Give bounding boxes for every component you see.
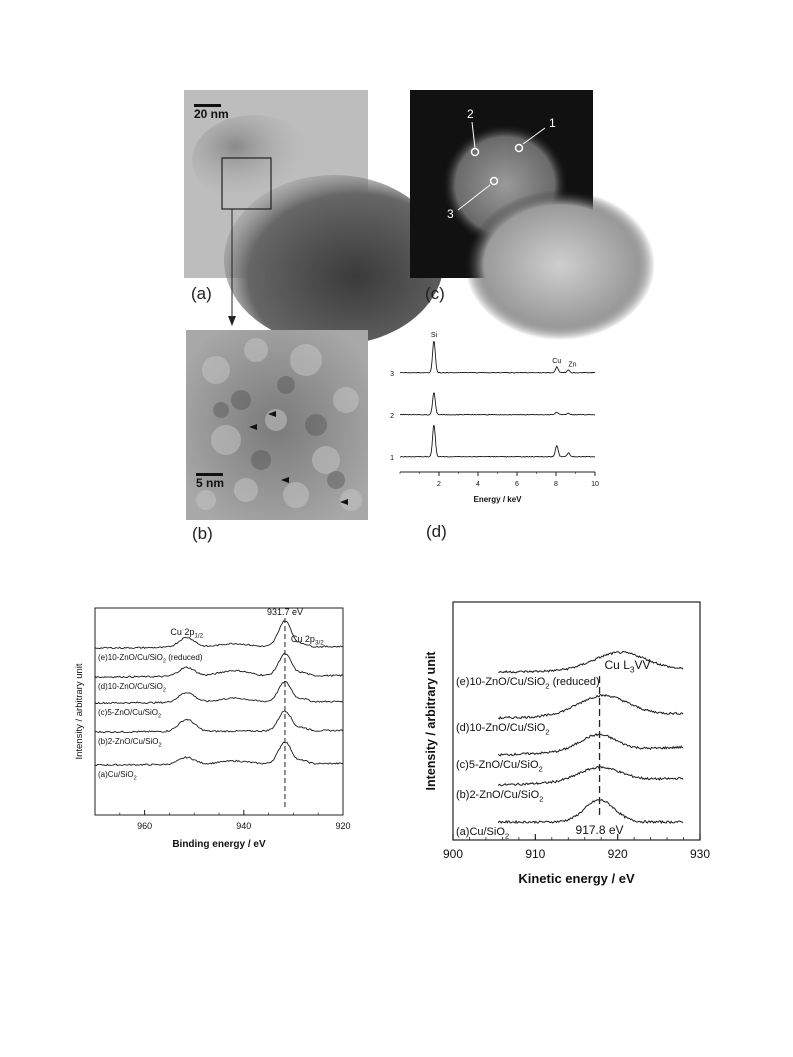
stem-point-3: 3: [447, 207, 454, 221]
edx-spectrum-3: [400, 342, 595, 373]
xps-series-label-e: (e)10-ZnO/Cu/SiO$_2$ (reduced): [98, 653, 203, 665]
auger-spectrum-e: [498, 652, 683, 673]
xps-x-tick-label: 940: [236, 821, 252, 831]
panel-label-b: (b): [192, 524, 213, 543]
edx-spectrum-2: [400, 393, 595, 415]
xps-series-label-a: (a)Cu/SiO$_2$: [98, 770, 137, 782]
auger-series-label-d: (d)10-ZnO/Cu/SiO$_2$: [456, 722, 550, 737]
xps-y-axis-label: Intensity / arbitrary unit: [74, 663, 85, 760]
panel-label-a: (a): [191, 284, 212, 303]
auger-y-axis-label: Intensity / arbitrary unit: [424, 651, 438, 791]
auger-plot-frame: [453, 602, 700, 840]
auger-peak-label: Cu $L_3VV$: [604, 658, 651, 675]
xps-peak-label-2p32: Cu $2p_{3/2}$: [290, 634, 324, 647]
auger-cu-lvv-chart: [410, 590, 740, 890]
auger-series-label-b: (b)2-ZnO/Cu/SiO$_2$: [456, 789, 544, 804]
auger-x-tick-label: 930: [689, 847, 711, 861]
xps-annotation-energy: 931.7 eV: [266, 607, 303, 617]
auger-spectrum-d: [498, 695, 683, 719]
edx-x-tick-label: 6: [515, 481, 519, 488]
scale-bar-label-a: 20 nm: [194, 107, 229, 121]
edx-x-axis-label: Energy / keV: [473, 495, 522, 504]
edx-x-tick-label: 2: [437, 481, 441, 488]
auger-x-tick-label: 920: [607, 847, 628, 861]
stem-point-2: 2: [467, 107, 474, 121]
auger-series-label-e: (e)10-ZnO/Cu/SiO$_2$ (reduced): [456, 676, 600, 691]
auger-annotation-energy: 917.8 eV: [575, 823, 624, 837]
tem-image-a: [184, 90, 368, 278]
edx-spectra-chart: [365, 325, 605, 515]
auger-series-label-a: (a)Cu/SiO$_2$: [456, 826, 510, 841]
edx-series-label-3: 3: [390, 371, 394, 378]
xps-series-label-b: (b)2-ZnO/Cu/SiO$_2$: [98, 737, 162, 749]
edx-series-label-1: 1: [390, 455, 394, 462]
edx-spectrum-1: [400, 426, 595, 457]
xps-peak-label-2p12: Cu $2p_{1/2}$: [170, 627, 204, 640]
stem-image-c: [410, 90, 593, 278]
auger-x-axis-label: Kinetic energy / eV: [518, 871, 635, 886]
auger-spectrum-a: [498, 800, 683, 824]
xps-x-axis-label: Binding energy / eV: [172, 839, 266, 850]
stem-point-1: 1: [549, 116, 556, 130]
panel-label-c: (c): [425, 284, 445, 303]
xps-series-label-d: (d)10-ZnO/Cu/SiO$_2$: [98, 682, 167, 694]
edx-x-tick-label: 8: [554, 481, 558, 488]
scale-bar-label-b: 5 nm: [196, 476, 225, 490]
xps-series-label-c: (c)5-ZnO/Cu/SiO$_2$: [98, 708, 162, 720]
edx-series-label-2: 2: [390, 413, 394, 420]
xps-x-tick-label: 960: [137, 821, 153, 831]
tem-image-b: [186, 330, 368, 520]
edx-x-tick-label: 10: [591, 481, 599, 488]
edx-peak-label-cu: Cu: [552, 358, 562, 366]
xps-x-tick-label: 920: [335, 821, 351, 831]
edx-peak-label-si: Si: [430, 332, 438, 339]
auger-x-tick-label: 900: [442, 847, 464, 861]
edx-peak-label-zn: Zn: [568, 361, 577, 369]
auger-x-tick-label: 910: [525, 847, 546, 861]
panel-label-d: (d): [426, 522, 447, 541]
auger-series-label-c: (c)5-ZnO/Cu/SiO$_2$: [456, 759, 543, 774]
auger-spectrum-c: [498, 734, 683, 756]
xps-cu2p-chart: [60, 590, 360, 850]
edx-x-tick-label: 4: [476, 481, 480, 488]
zoom-arrow: [224, 205, 240, 330]
